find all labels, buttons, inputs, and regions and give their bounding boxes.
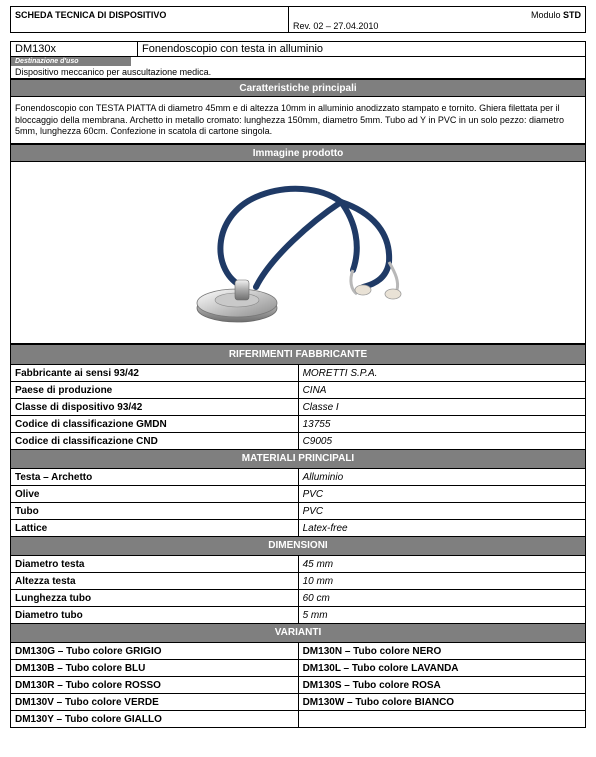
- product-title-row: [10, 41, 586, 57]
- variant-left: DM130G – Tubo colore GRIGIO: [11, 643, 299, 660]
- dimensions-row: [11, 537, 586, 556]
- variant-right: [298, 711, 585, 728]
- manufacturer-row: [11, 382, 586, 399]
- dimension-value: 45 mm: [298, 556, 585, 573]
- materials-heading: MATERIALI PRINCIPALI: [11, 450, 586, 469]
- modulo-prefix: Modulo: [530, 10, 561, 20]
- dimension-label: Diametro tubo: [11, 607, 299, 624]
- dimension-row: [11, 573, 586, 590]
- variant-row: [11, 643, 586, 660]
- variant-row: [11, 660, 586, 677]
- manufacturer-label: Codice di classificazione CND: [11, 433, 299, 450]
- variant-left: DM130V – Tubo colore VERDE: [11, 694, 299, 711]
- manufacturer-value: C9005: [298, 433, 585, 450]
- specs-table: [10, 344, 586, 728]
- document-title: SCHEDA TECNICA DI DISPOSITIVO: [15, 10, 167, 20]
- materials-row: [11, 450, 586, 469]
- characteristics-text: Fonendoscopio con TESTA PIATTA di diametro 45mm e di altezza 10mm in alluminio anodizzato stampato e tornito. Ghiera filettata per il bloccaggio della membrana. Archetto in metallo cromato: lunghezza 150mm, diametro 5mm. Tubo ad Y in PVC in un solo pezzo: diametro 5mm, lunghezza 60cm. Confezione in scatola di cartone singola.: [15, 103, 564, 136]
- manufacturer-row: [11, 345, 586, 365]
- destination-section: [10, 57, 586, 79]
- characteristics-heading: Caratteristiche principali: [10, 79, 586, 97]
- material-row: [11, 486, 586, 503]
- variants-heading: VARIANTI: [11, 624, 586, 643]
- dimension-row: [11, 556, 586, 573]
- manufacturer-value: 13755: [298, 416, 585, 433]
- product-code: DM130x: [15, 43, 56, 55]
- modulo-label: [531, 10, 581, 20]
- material-value: PVC: [298, 503, 585, 520]
- dimensions-heading: DIMENSIONI: [11, 537, 586, 556]
- manufacturer-label: Paese di produzione: [11, 382, 299, 399]
- manufacturer-row: [11, 433, 586, 450]
- header-divider: [288, 7, 289, 32]
- revision-label: Rev. 02 – 27.04.2010: [293, 21, 379, 31]
- product-title-divider: [137, 42, 138, 56]
- stethoscope-image: [11, 162, 585, 342]
- destination-label: Destinazione d'uso: [11, 57, 131, 66]
- material-label: Lattice: [11, 520, 299, 537]
- material-value: PVC: [298, 486, 585, 503]
- manufacturer-value: Classe I: [298, 399, 585, 416]
- material-label: Tubo: [11, 503, 299, 520]
- manufacturer-label: Fabbricante ai sensi 93/42: [11, 365, 299, 382]
- dimension-value: 10 mm: [298, 573, 585, 590]
- manufacturer-row: [11, 365, 586, 382]
- variant-left: DM130R – Tubo colore ROSSO: [11, 677, 299, 694]
- variant-right: DM130L – Tubo colore LAVANDA: [298, 660, 585, 677]
- dimension-row: [11, 590, 586, 607]
- material-label: Olive: [11, 486, 299, 503]
- variant-left: DM130Y – Tubo colore GIALLO: [11, 711, 299, 728]
- characteristics-body: [10, 97, 586, 144]
- manufacturer-row: [11, 399, 586, 416]
- variant-left: DM130B – Tubo colore BLU: [11, 660, 299, 677]
- document-header: [10, 6, 586, 33]
- manufacturer-heading: RIFERIMENTI FABBRICANTE: [11, 345, 586, 365]
- manufacturer-label: Codice di classificazione GMDN: [11, 416, 299, 433]
- material-row: [11, 469, 586, 486]
- manufacturer-label: Classe di dispositivo 93/42: [11, 399, 299, 416]
- variant-row: [11, 694, 586, 711]
- manufacturer-value: CINA: [298, 382, 585, 399]
- manufacturer-row: [11, 416, 586, 433]
- dimension-value: 5 mm: [298, 607, 585, 624]
- dimension-label: Lunghezza tubo: [11, 590, 299, 607]
- variant-right: DM130S – Tubo colore ROSA: [298, 677, 585, 694]
- material-label: Testa – Archetto: [11, 469, 299, 486]
- variants-row: [11, 624, 586, 643]
- dimension-row: [11, 607, 586, 624]
- manufacturer-value: MORETTI S.P.A.: [298, 365, 585, 382]
- variant-row: [11, 677, 586, 694]
- material-row: [11, 520, 586, 537]
- destination-text: Dispositivo meccanico per auscultazione medica.: [15, 67, 212, 77]
- material-value: Latex-free: [298, 520, 585, 537]
- dimension-value: 60 cm: [298, 590, 585, 607]
- variant-row: [11, 711, 586, 728]
- image-box: [10, 162, 586, 344]
- modulo-code: STD: [563, 10, 581, 20]
- variant-right: DM130N – Tubo colore NERO: [298, 643, 585, 660]
- variant-right: DM130W – Tubo colore BIANCO: [298, 694, 585, 711]
- material-row: [11, 503, 586, 520]
- dimension-label: Diametro testa: [11, 556, 299, 573]
- product-name: Fonendoscopio con testa in alluminio: [142, 43, 324, 55]
- image-heading: Immagine prodotto: [10, 144, 586, 162]
- dimension-label: Altezza testa: [11, 573, 299, 590]
- material-value: Alluminio: [298, 469, 585, 486]
